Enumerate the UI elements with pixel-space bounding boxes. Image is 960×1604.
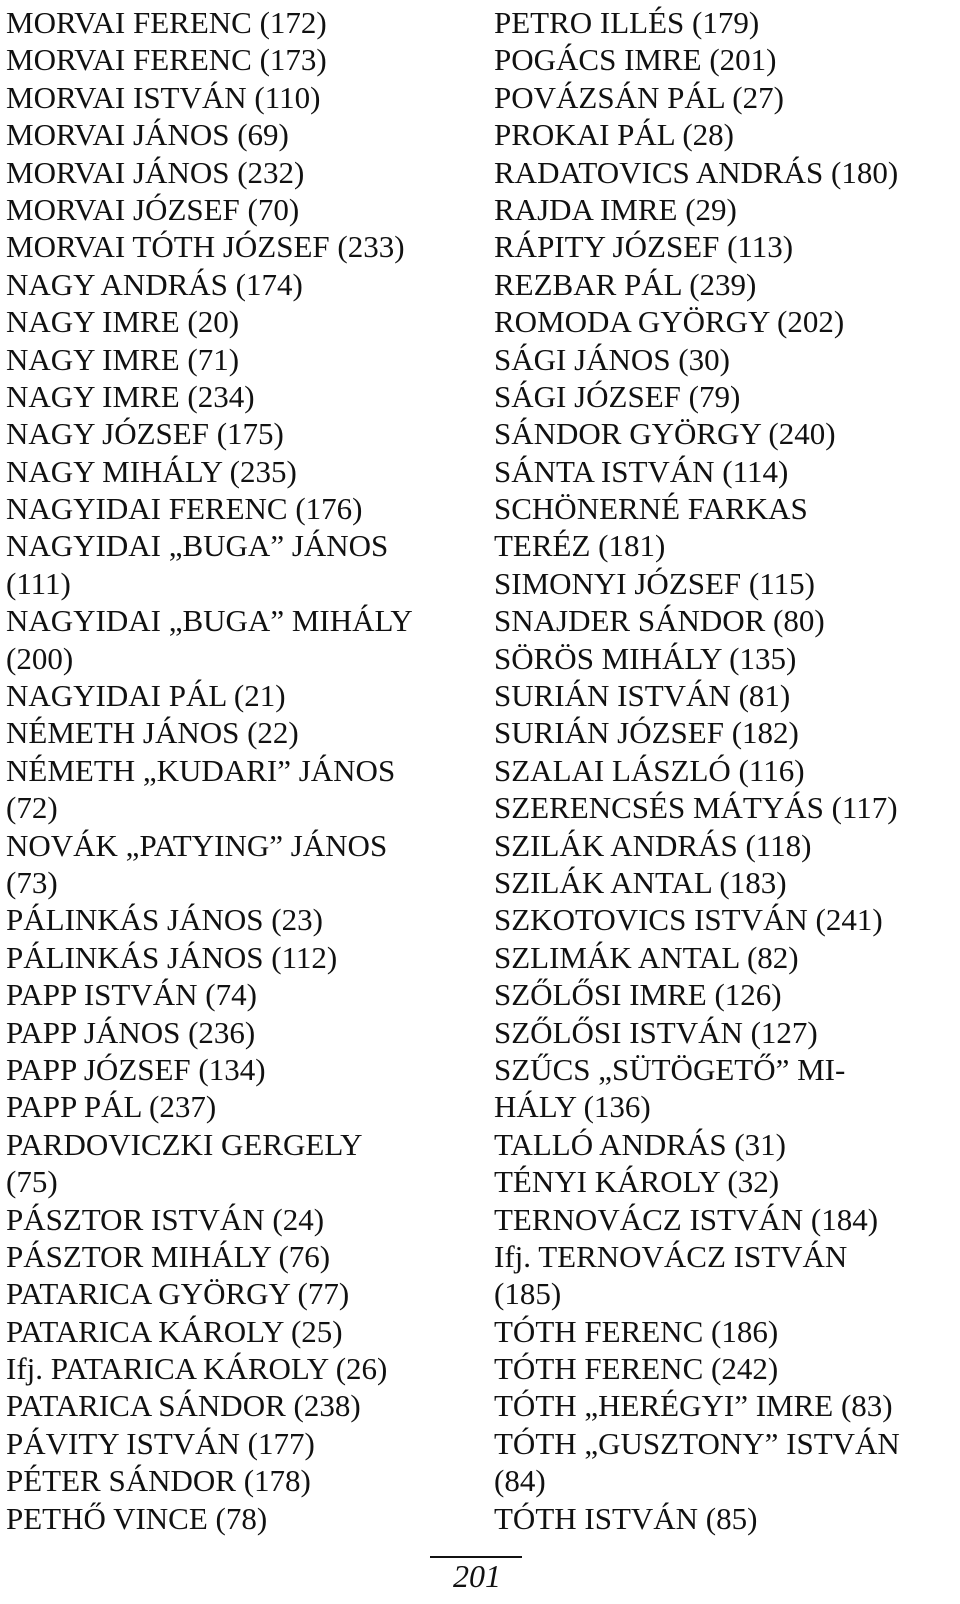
name-entry: PETRO ILLÉS (179) [494,5,760,40]
name-entry: PÉTER SÁNDOR (178) [6,1463,311,1499]
name-entry: NAGYIDAI PÁL (21) [6,678,286,714]
name-entry: PAPP JÓZSEF (134) [6,1051,266,1087]
name-entry: SZŰCS „SÜTÖGETŐ” MI- [494,1051,846,1087]
name-entry: SZILÁK ANDRÁS (118) [494,827,812,863]
name-entry: PÁSZTOR ISTVÁN (24) [6,1201,325,1237]
name-entry: NAGYIDAI FERENC (176) [6,491,363,527]
name-entry: TERÉZ (181) [494,528,666,564]
name-entry: TÓTH „GUSZTONY” ISTVÁN [494,1425,900,1461]
name-entry: SÁNTA ISTVÁN (114) [494,453,789,489]
name-entry: TERNOVÁCZ ISTVÁN (184) [494,1201,879,1237]
name-entry: MORVAI JÓZSEF (70) [6,191,300,227]
name-entry: NAGY MIHÁLY (235) [6,453,297,489]
name-entry: TÓTH FERENC (242) [494,1351,779,1387]
name-entry: RAJDA IMRE (29) [494,191,737,227]
name-entry: PÁLINKÁS JÁNOS (112) [6,939,338,975]
name-entry: NAGY JÓZSEF (175) [6,416,284,452]
name-entry: PETHŐ VINCE (78) [6,1500,268,1536]
name-entry: RÁPITY JÓZSEF (113) [494,229,794,265]
name-entry: (185) [494,1276,562,1312]
name-entry: SZALAI LÁSZLÓ (116) [494,752,805,788]
name-entry: MORVAI JÁNOS (232) [6,154,305,190]
name-entry: PÁVITY ISTVÁN (177) [6,1425,315,1461]
name-entry: MORVAI ISTVÁN (110) [6,79,321,115]
name-entry: SURIÁN JÓZSEF (182) [494,715,799,751]
name-entry: PATARICA SÁNDOR (238) [6,1388,361,1424]
name-entry: TÓTH ISTVÁN (85) [494,1500,758,1536]
name-entry: TÉNYI KÁROLY (32) [494,1164,780,1200]
name-entry: NAGY IMRE (234) [6,378,255,414]
name-entry: NAGY IMRE (71) [6,341,240,377]
name-entry: PAPP ISTVÁN (74) [6,977,257,1013]
name-entry: SÖRÖS MIHÁLY (135) [494,640,797,676]
name-entry: (75) [6,1164,58,1200]
name-entry: RADATOVICS ANDRÁS (180) [494,154,899,190]
name-entry: SÁGI JÓZSEF (79) [494,378,741,414]
name-entry: PROKAI PÁL (28) [494,117,734,153]
name-entry: MORVAI JÁNOS (69) [6,117,289,153]
name-entry: SNAJDER SÁNDOR (80) [494,603,825,639]
name-entry: REZBAR PÁL (239) [494,266,757,302]
name-entry: SZERENCSÉS MÁTYÁS (117) [494,790,898,826]
name-entry: NAGYIDAI „BUGA” MIHÁLY [6,603,413,639]
name-entry: SZILÁK ANTAL (183) [494,864,787,900]
page-number: 201 [453,1558,501,1594]
name-entry: (84) [494,1463,546,1499]
name-entry: Ifj. TERNOVÁCZ ISTVÁN [494,1238,848,1274]
right-name-column [494,4,954,1537]
name-entry: NAGY IMRE (20) [6,304,240,340]
name-entry: SÁGI JÁNOS (30) [494,341,730,377]
name-entry: NAGYIDAI „BUGA” JÁNOS [6,528,389,564]
name-entry: NÉMETH JÁNOS (22) [6,715,299,751]
name-entry: PATARICA GYÖRGY (77) [6,1276,350,1312]
name-entry: MORVAI TÓTH JÓZSEF (233) [6,229,405,265]
name-entry: PAPP JÁNOS (236) [6,1014,256,1050]
name-entry: PAPP PÁL (237) [6,1089,217,1125]
name-entry: SCHÖNERNÉ FARKAS [494,491,808,527]
name-entry: TALLÓ ANDRÁS (31) [494,1126,787,1162]
name-entry: NOVÁK „PATYING” JÁNOS [6,827,388,863]
name-entry: (73) [6,864,58,900]
name-entry: POVÁZSÁN PÁL (27) [494,79,784,115]
name-entry: MORVAI FERENC (173) [6,42,327,78]
name-entry: NAGY ANDRÁS (174) [6,266,303,302]
name-entry: PÁSZTOR MIHÁLY (76) [6,1238,331,1274]
name-entry: SZKOTOVICS ISTVÁN (241) [494,902,883,938]
name-entry: HÁLY (136) [494,1089,651,1125]
left-name-column [6,4,486,1537]
name-entry: TÓTH „HERÉGYI” IMRE (83) [494,1388,893,1424]
name-entry: NÉMETH „KUDARI” JÁNOS [6,752,396,788]
name-entry: SURIÁN ISTVÁN (81) [494,678,791,714]
name-entry: SÁNDOR GYÖRGY (240) [494,416,836,452]
name-entry: SZŐLŐSI IMRE (126) [494,977,782,1013]
name-entry: PÁLINKÁS JÁNOS (23) [6,902,323,938]
name-entry: SZLIMÁK ANTAL (82) [494,939,799,975]
name-entry: ROMODA GYÖRGY (202) [494,304,845,340]
name-entry: TÓTH FERENC (186) [494,1313,779,1349]
name-entry: SZŐLŐSI ISTVÁN (127) [494,1014,818,1050]
name-entry: (200) [6,640,74,676]
name-entry: POGÁCS IMRE (201) [494,42,777,78]
name-entry: Ifj. PATARICA KÁROLY (26) [6,1351,388,1387]
name-entry: SIMONYI JÓZSEF (115) [494,565,815,601]
name-entry: PARDOVICZKI GERGELY [6,1126,363,1162]
name-entry: (111) [6,565,71,601]
name-entry: PATARICA KÁROLY (25) [6,1313,343,1349]
name-entry: (72) [6,790,58,826]
name-entry: MORVAI FERENC (172) [6,5,327,40]
